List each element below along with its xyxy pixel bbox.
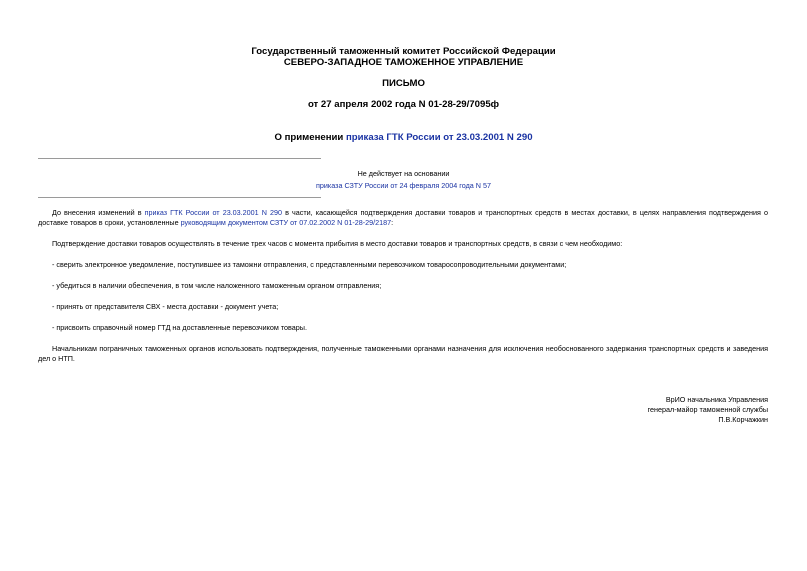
list-item-assign-number: - присвоить справочный номер ГТД на доставленные перевозчиком товары. (52, 323, 307, 332)
paragraph-intro (38, 208, 768, 228)
order-290-link[interactable]: приказ ГТК России от 23.03.2001 N 290 (144, 208, 283, 217)
subject-prefix: О применении (274, 132, 346, 143)
list-item-accept-record: - принять от представителя СВХ - места доставки - документ учета; (52, 302, 279, 311)
status-note: Не действует на основании (357, 169, 450, 178)
paragraph-intro-text-a: До внесения изменений в (52, 208, 145, 217)
document-date-number: от 27 апреля 2002 года N 01-28-29/7095ф (307, 99, 500, 110)
paragraph-intro-text-b: в части, касающейся подтверждения доставки товаров и транспортных средств в местах доставки, в целях направления подтверждения о доставке товаров в сроки, установленные (38, 208, 768, 227)
document-subject (0, 132, 807, 143)
status-repeal-link[interactable]: приказа СЗТУ России от 24 февраля 2004 года N 57 (316, 181, 491, 190)
divider-top (38, 158, 321, 159)
signature-rank: генерал-майор таможенной службы (647, 405, 768, 414)
paragraph-instruction: Начальникам пограничных таможенных органов использовать подтверждения, полученные таможенными органами назначения для исключения необоснованного задержания транспортных средств и заведения дел о НТП. (38, 344, 768, 363)
guidance-document-link[interactable]: руководящим документом СЗТУ от 07.02.2002 N 01-28-29/2187 (180, 218, 392, 227)
document-type: ПИСЬМО (382, 78, 425, 89)
list-item-verify-notice: - сверить электронное уведомление, поступившее из таможни отправления, с представленными перевозчиком товаросопроводительными документами; (52, 260, 567, 269)
list-item-check-security: - убедиться в наличии обеспечения, в том числе наложенного таможенным органом отправления; (52, 281, 382, 290)
signature-block (648, 395, 768, 425)
paragraph-confirmation: Подтверждение доставки товаров осуществлять в течение трех часов с момента прибытия в место доставки товаров и транспортных средств, в связи с чем необходимо: (52, 239, 623, 248)
issuer-name: Государственный таможенный комитет Российской Федерации (251, 46, 556, 57)
status-note-link-line (0, 181, 807, 190)
issuer-department: СЕВЕРО-ЗАПАДНОЕ ТАМОЖЕННОЕ УПРАВЛЕНИЕ (283, 57, 524, 68)
paragraph-intro-text-c: : (391, 218, 394, 227)
signature-position: ВрИО начальника Управления (665, 395, 768, 404)
divider-bottom (38, 197, 321, 198)
signature-name: П.В.Корчажкин (718, 415, 768, 424)
subject-order-link[interactable]: приказа ГТК России от 23.03.2001 N 290 (345, 132, 533, 143)
